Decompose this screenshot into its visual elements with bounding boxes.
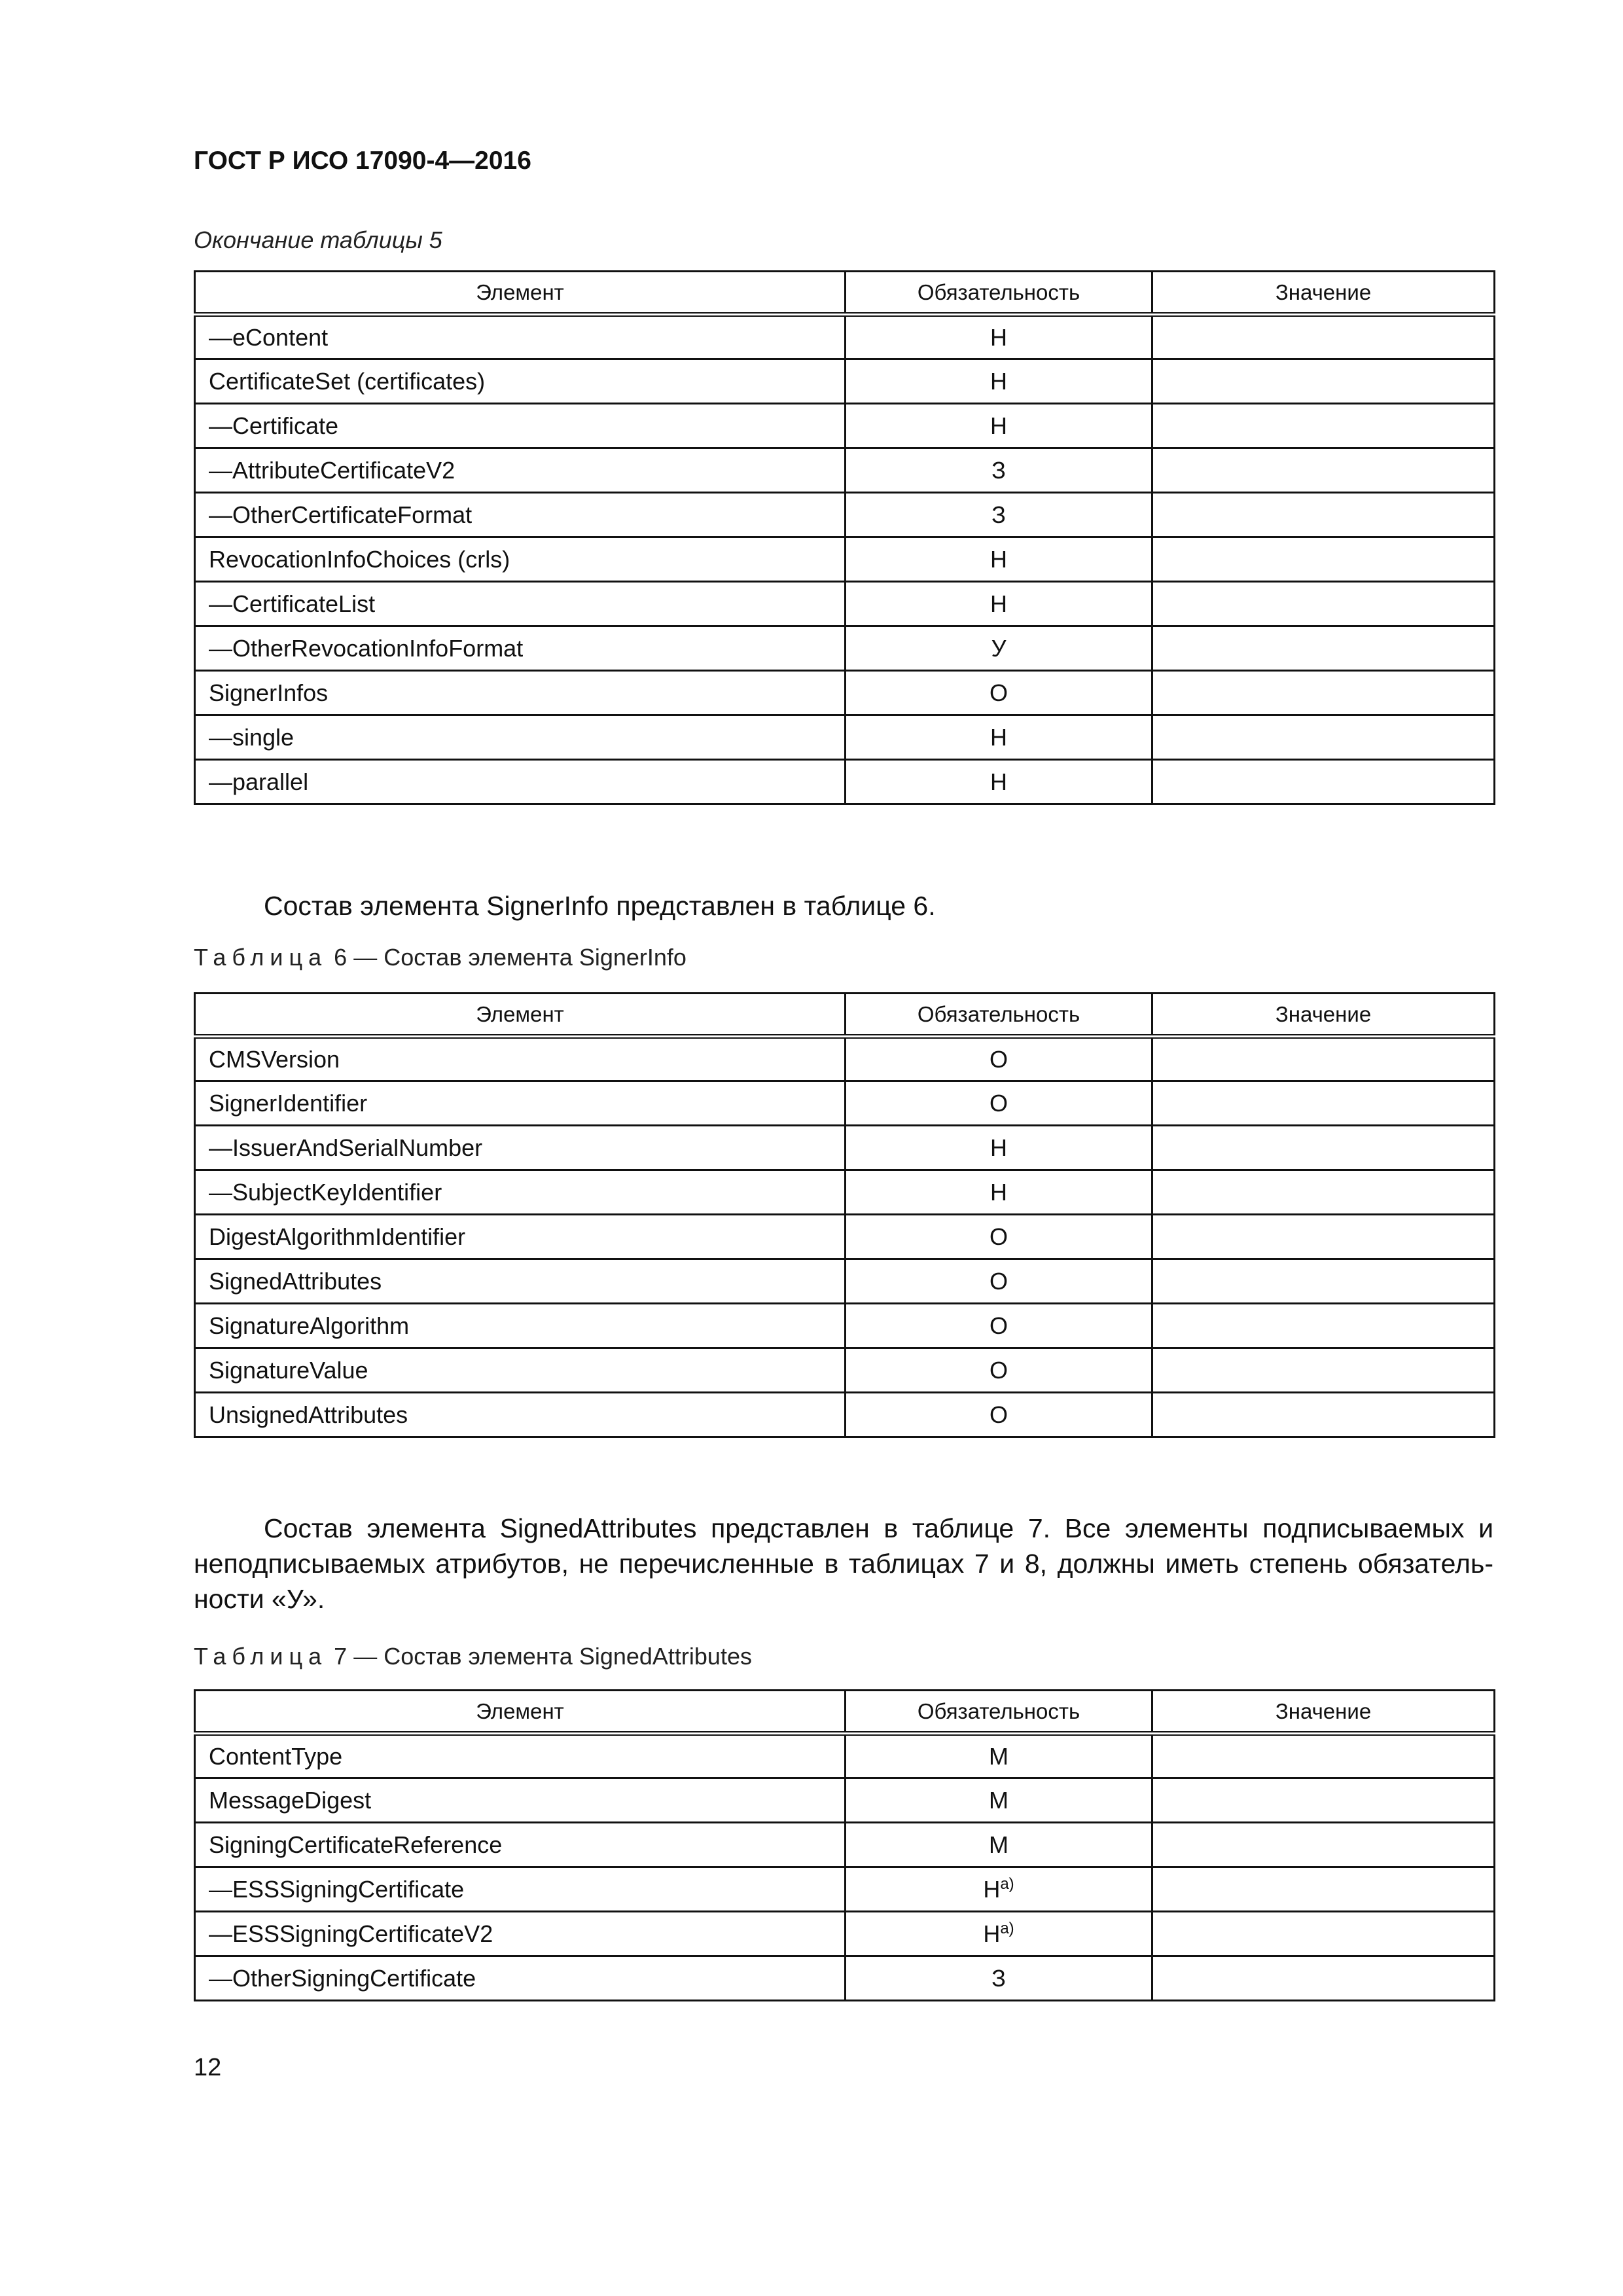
table-row: [195, 1867, 1495, 1912]
element-cell: —OtherRevocationInfoFormat: [195, 626, 846, 671]
element-cell: —OtherSigningCertificate: [195, 1956, 846, 2001]
table-row: [195, 1348, 1495, 1393]
value-cell: [1152, 1259, 1495, 1304]
obligation-cell: О: [846, 1348, 1152, 1393]
obligation-cell: Н: [846, 760, 1152, 804]
obligation-cell: Н: [846, 1170, 1152, 1215]
paragraph-signerinfo: Состав элемента SignerInfo представлен в таблице 6.: [264, 891, 936, 921]
table-row: [195, 760, 1495, 804]
table-header-row: [195, 272, 1495, 315]
obligation-cell: $Н^{a)}$: [846, 1867, 1152, 1912]
table-row: [195, 404, 1495, 448]
column-header-element: Элемент: [195, 272, 846, 315]
value-cell: [1152, 1215, 1495, 1259]
obligation-cell: О: [846, 1259, 1152, 1304]
value-cell: [1152, 626, 1495, 671]
table-row: [195, 1956, 1495, 2001]
value-cell: [1152, 315, 1495, 359]
obligation-cell: Н: [846, 1126, 1152, 1170]
table5-caption: Окончание таблицы 5: [194, 226, 442, 253]
table6-caption: Таблица 6 — Состав элемента SignerInfo: [194, 944, 687, 971]
value-cell: [1152, 1912, 1495, 1956]
element-cell: ContentType: [195, 1734, 846, 1778]
value-cell: [1152, 1734, 1495, 1778]
obligation-cell: О: [846, 1215, 1152, 1259]
table-row: [195, 537, 1495, 582]
value-cell: [1152, 715, 1495, 760]
table-row: [195, 715, 1495, 760]
element-cell: —ESSSigningCertificate: [195, 1867, 846, 1912]
obligation-cell: Н: [846, 404, 1152, 448]
table-row: [195, 1734, 1495, 1778]
value-cell: [1152, 671, 1495, 715]
value-cell: [1152, 1956, 1495, 2001]
footnote-marker: a): [1000, 1920, 1014, 1937]
table-row: [195, 315, 1495, 359]
element-cell: SignerInfos: [195, 671, 846, 715]
column-header-value: Значение: [1152, 272, 1495, 315]
document-header: ГОСТ Р ИСО 17090-4—2016: [194, 147, 531, 175]
obligation-cell: О: [846, 1304, 1152, 1348]
obligation-cell: З: [846, 493, 1152, 537]
column-header-element: Элемент: [195, 1691, 846, 1734]
element-cell: —ESSSigningCertificateV2: [195, 1912, 846, 1956]
element-cell: RevocationInfoChoices (crls): [195, 537, 846, 582]
obligation-cell: $Н^{a)}$: [846, 1912, 1152, 1956]
obligation-cell: З: [846, 1956, 1152, 2001]
element-cell: SignedAttributes: [195, 1259, 846, 1304]
element-cell: —Certificate: [195, 404, 846, 448]
obligation-cell: З: [846, 448, 1152, 493]
value-cell: [1152, 1823, 1495, 1867]
value-cell: [1152, 582, 1495, 626]
table-row: [195, 1037, 1495, 1081]
table-row: [195, 626, 1495, 671]
obligation-cell: Н: [846, 359, 1152, 404]
value-cell: [1152, 1170, 1495, 1215]
element-cell: SignerIdentifier: [195, 1081, 846, 1126]
table-row: [195, 1215, 1495, 1259]
column-header-obligation: Обязательность: [846, 994, 1152, 1037]
paragraph-signedattributes: Состав элемента SignedAttributes представлен в таблице 7. Все элементы подписываемых и неподписываемых атрибутов, не перечисленные в таблицах 7 и 8, должны иметь степень обязатель-ности «У».: [194, 1513, 1493, 1614]
table-row: [195, 359, 1495, 404]
value-cell: [1152, 1126, 1495, 1170]
value-cell: [1152, 1348, 1495, 1393]
obligation-cell: О: [846, 671, 1152, 715]
value-cell: [1152, 760, 1495, 804]
table7-caption: Таблица 7 — Состав элемента SignedAttributes: [194, 1643, 752, 1670]
column-header-obligation: Обязательность: [846, 1691, 1152, 1734]
value-cell: [1152, 493, 1495, 537]
element-cell: —eContent: [195, 315, 846, 359]
table-row: [195, 1304, 1495, 1348]
element-cell: SignatureAlgorithm: [195, 1304, 846, 1348]
table-row: [195, 582, 1495, 626]
obligation-cell: Н: [846, 315, 1152, 359]
footnote-marker: a): [1000, 1875, 1014, 1893]
table5: [194, 270, 1495, 805]
element-cell: —SubjectKeyIdentifier: [195, 1170, 846, 1215]
column-header-value: Значение: [1152, 994, 1495, 1037]
value-cell: [1152, 1081, 1495, 1126]
column-header-obligation: Обязательность: [846, 272, 1152, 315]
table-header-row: [195, 994, 1495, 1037]
element-cell: UnsignedAttributes: [195, 1393, 846, 1437]
value-cell: [1152, 537, 1495, 582]
table-row: [195, 448, 1495, 493]
obligation-cell: Н: [846, 537, 1152, 582]
obligation-cell: У: [846, 626, 1152, 671]
table-row: [195, 671, 1495, 715]
value-cell: [1152, 1867, 1495, 1912]
table-row: [195, 1912, 1495, 1956]
table-row: [195, 1823, 1495, 1867]
element-cell: —OtherCertificateFormat: [195, 493, 846, 537]
value-cell: [1152, 1778, 1495, 1823]
page-number: 12: [194, 2054, 222, 2081]
value-cell: [1152, 448, 1495, 493]
table-row: [195, 1778, 1495, 1823]
value-cell: [1152, 359, 1495, 404]
obligation-cell: М: [846, 1823, 1152, 1867]
element-cell: —AttributeCertificateV2: [195, 448, 846, 493]
column-header-element: Элемент: [195, 994, 846, 1037]
table-row: [195, 1170, 1495, 1215]
value-cell: [1152, 1304, 1495, 1348]
element-cell: CertificateSet (certificates): [195, 359, 846, 404]
element-cell: —parallel: [195, 760, 846, 804]
table-row: [195, 1126, 1495, 1170]
table-row: [195, 1081, 1495, 1126]
value-cell: [1152, 1037, 1495, 1081]
element-cell: —single: [195, 715, 846, 760]
element-cell: MessageDigest: [195, 1778, 846, 1823]
element-cell: CMSVersion: [195, 1037, 846, 1081]
element-cell: —CertificateList: [195, 582, 846, 626]
obligation-cell: О: [846, 1081, 1152, 1126]
element-cell: SignatureValue: [195, 1348, 846, 1393]
table-row: [195, 493, 1495, 537]
value-cell: [1152, 404, 1495, 448]
obligation-cell: Н: [846, 582, 1152, 626]
value-cell: [1152, 1393, 1495, 1437]
table-row: [195, 1393, 1495, 1437]
table7: [194, 1689, 1495, 2001]
table6: [194, 992, 1495, 1438]
table-row: [195, 1259, 1495, 1304]
element-cell: DigestAlgorithmIdentifier: [195, 1215, 846, 1259]
obligation-cell: М: [846, 1778, 1152, 1823]
element-cell: —IssuerAndSerialNumber: [195, 1126, 846, 1170]
obligation-cell: Н: [846, 715, 1152, 760]
obligation-cell: О: [846, 1393, 1152, 1437]
obligation-cell: М: [846, 1734, 1152, 1778]
column-header-value: Значение: [1152, 1691, 1495, 1734]
table-header-row: [195, 1691, 1495, 1734]
element-cell: SigningCertificateReference: [195, 1823, 846, 1867]
obligation-cell: О: [846, 1037, 1152, 1081]
